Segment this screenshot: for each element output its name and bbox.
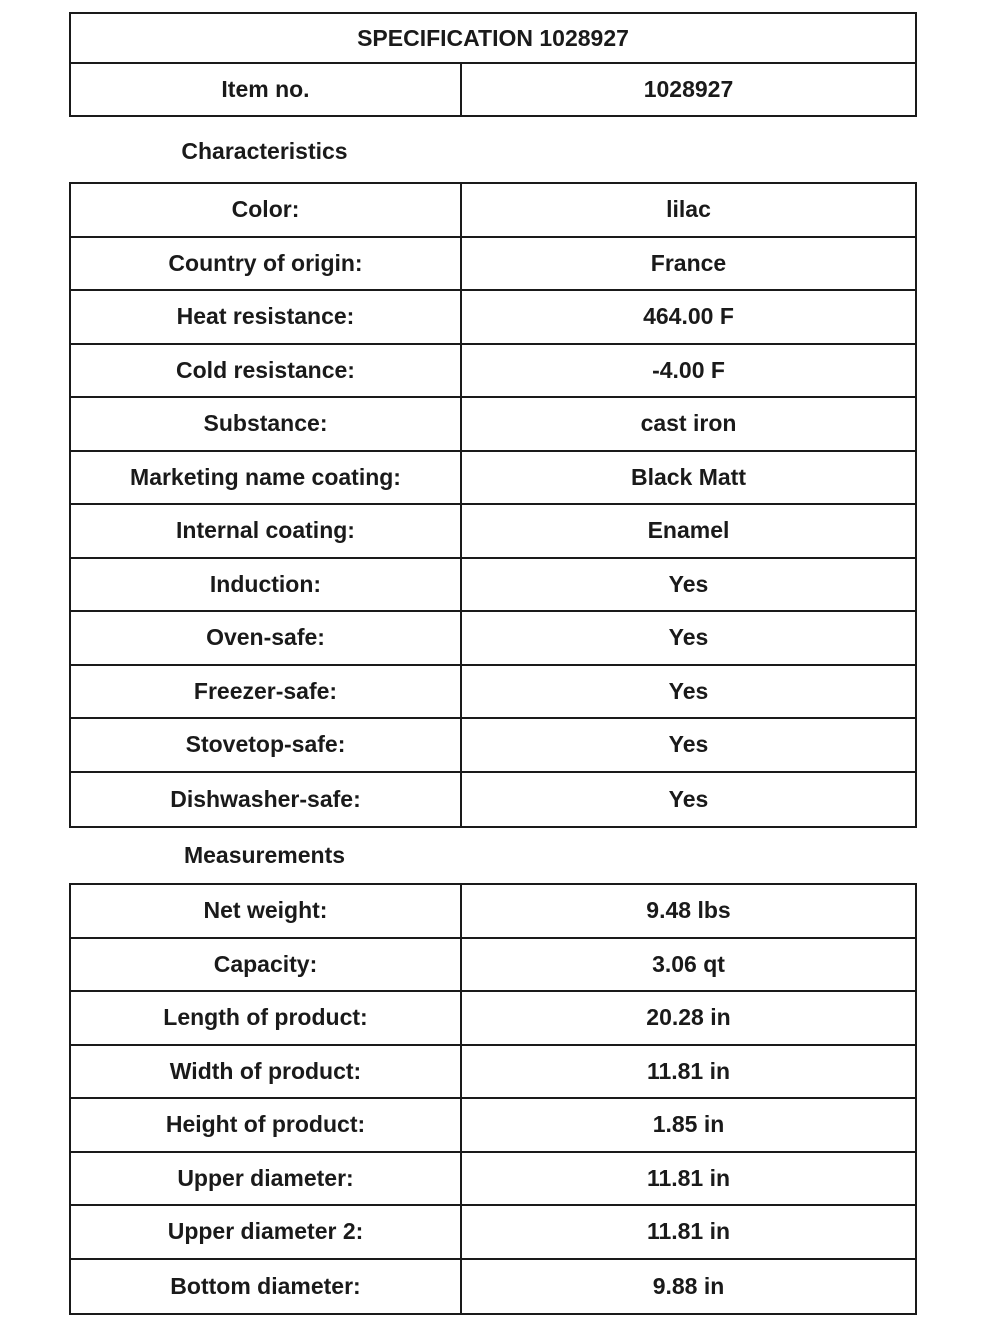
table-row [71,559,915,613]
table-row [71,184,915,238]
row-value: 1.85 in [652,1111,725,1138]
row-label: Marketing name coating: [71,452,462,504]
row-label: Substance: [71,398,462,450]
table-row [71,773,915,827]
row-label: Upper diameter 2: [71,1206,462,1258]
row-value: Yes [668,677,709,704]
row-value: 9.48 lbs [646,897,731,924]
row-label: Color: [71,184,462,236]
table-row [71,885,915,939]
table-row [71,345,915,399]
row-label: Length of product: [71,992,462,1044]
row-label: Cold resistance: [71,345,462,397]
row-value: Yes [668,570,709,597]
row-label: Heat resistance: [71,291,462,343]
row-value: 11.81 in [646,1057,731,1084]
item-number-row [71,64,915,115]
table-row [71,1099,915,1153]
table-row [71,719,915,773]
row-value: Yes [668,624,709,651]
row-value: 9.88 in [652,1272,725,1299]
item-number-value: 1028927 [643,76,734,102]
row-label: Dishwasher-safe: [71,773,462,827]
measurements-heading: Measurements [183,842,346,868]
table-row [71,291,915,345]
table-row [71,1153,915,1207]
table-row [71,1206,915,1260]
row-value: 3.06 qt [652,950,725,977]
table-row [71,939,915,993]
row-label: Upper diameter: [71,1153,462,1205]
table-row [71,398,915,452]
row-value: Yes [668,731,709,758]
item-number-label: Item no. [71,64,462,115]
row-label: Induction: [71,559,462,611]
characteristics-heading: Characteristics [181,138,348,164]
characteristics-table [69,182,917,828]
row-value: Black Matt [630,463,747,490]
row-label: Country of origin: [71,238,462,290]
row-label: Width of product: [71,1046,462,1098]
row-label: Net weight: [71,885,462,937]
row-value: 11.81 in [646,1218,731,1245]
row-value: Enamel [647,517,730,544]
row-label: Bottom diameter: [71,1260,462,1314]
row-value: cast iron [640,410,737,437]
table-row [71,1260,915,1314]
row-label: Oven-safe: [71,612,462,664]
row-value: 20.28 in [646,1004,731,1031]
table-row [71,452,915,506]
row-label: Height of product: [71,1099,462,1151]
table-row [71,666,915,720]
row-value: France [650,249,727,276]
row-value: 464.00 F [643,303,734,330]
table-row [71,238,915,292]
row-value: lilac [666,196,711,223]
row-label: Internal coating: [71,505,462,557]
row-value: Yes [668,785,709,812]
measurements-table [69,883,917,1315]
row-label: Freezer-safe: [71,666,462,718]
specification-header [69,12,917,117]
row-value: -4.00 F [652,356,725,383]
table-row [71,505,915,559]
table-row [71,612,915,666]
row-label: Capacity: [71,939,462,991]
row-label: Stovetop-safe: [71,719,462,771]
specification-title: SPECIFICATION 1028927 [71,14,915,64]
table-row [71,992,915,1046]
row-value: 11.81 in [646,1164,731,1191]
table-row [71,1046,915,1100]
